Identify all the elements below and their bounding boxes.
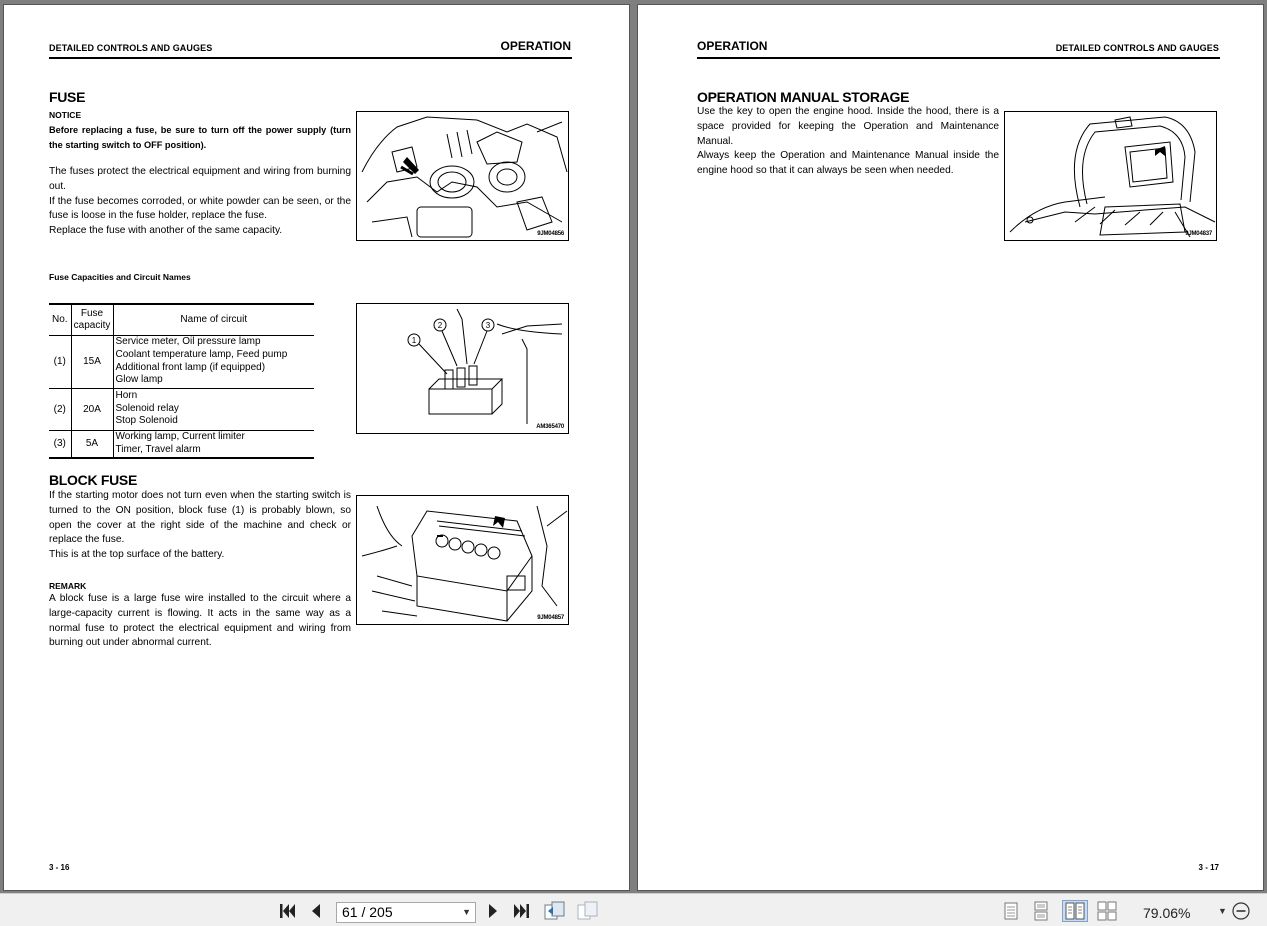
col-header-no: No.: [51, 313, 68, 325]
facing-pages-view-button[interactable]: [1062, 900, 1088, 922]
zoom-out-button[interactable]: [1230, 900, 1252, 922]
triangle-left-icon: [309, 902, 323, 920]
block-fuse-paragraph: If the starting motor does not turn even when the starting switch is turned to the ON position, block fuse (1) is probably blown, so open the cover at the right side of the machine and check or replace the fuse.: [49, 490, 351, 546]
page-left: [3, 4, 630, 891]
manual-storage-description: [697, 105, 999, 179]
page-number-right: 3 - 17: [1198, 863, 1219, 872]
triangle-right-icon: [486, 902, 500, 920]
circuit-name: Glow lamp: [115, 374, 163, 386]
skip-to-last-icon: [512, 902, 532, 920]
table-row: [49, 430, 314, 458]
fuse-location-figure: [356, 111, 569, 241]
page-right: [637, 4, 1264, 891]
previous-view-icon: [544, 901, 566, 921]
remark-text: A block fuse is a large fuse wire installed to the circuit where a large-capacity current is flowing. It acts in the same way as a normal fuse to protect the electrical equipment and wiring from burning out under abnormal current.: [49, 593, 351, 649]
fuse-paragraph: The fuses protect the electrical equipment and wiring from burning out.: [49, 166, 351, 192]
manual-storage-title: OPERATION MANUAL STORAGE: [697, 89, 910, 105]
single-page-icon: [1002, 901, 1020, 921]
circuit-name: Timer, Travel alarm: [115, 443, 201, 455]
engine-hood-illustration: [1005, 112, 1217, 241]
chevron-down-icon[interactable]: ▼: [1218, 906, 1227, 916]
notice-label: NOTICE: [49, 110, 82, 120]
facing-pages-icon: [1064, 901, 1086, 921]
block-fuse-figure: [356, 495, 569, 625]
page-indicator-text: 61 / 205: [342, 904, 393, 920]
page-number-selector[interactable]: [336, 902, 476, 923]
circuit-name: Solenoid relay: [115, 402, 179, 414]
header-left-text: DETAILED CONTROLS AND GAUGES: [49, 43, 213, 53]
skip-to-first-icon: [277, 902, 297, 920]
fuse-capacity-table: [49, 303, 314, 459]
viewer-toolbar: [0, 893, 1267, 926]
first-page-button[interactable]: [276, 900, 298, 922]
fuse-callout-label: 2: [437, 321, 443, 330]
go-forward-view-button[interactable]: [577, 900, 599, 922]
table-row: [49, 388, 314, 430]
block-fuse-title: BLOCK FUSE: [49, 472, 138, 488]
remark-label: REMARK: [49, 581, 87, 591]
header-right-text: OPERATION: [500, 39, 571, 53]
header-rule: [49, 57, 572, 59]
fuse-title: FUSE: [49, 89, 86, 105]
table-title: Fuse Capacities and Circuit Names: [49, 272, 191, 282]
manual-storage-figure: [1004, 111, 1217, 241]
figure-code-label: 9JM04857: [537, 615, 564, 621]
next-view-icon: [577, 901, 599, 921]
single-page-view-button[interactable]: [1000, 900, 1022, 922]
continuous-facing-icon: [1096, 901, 1118, 921]
fuse-box-figure: [356, 303, 569, 434]
zoom-level-selector[interactable]: 79.06%: [1143, 905, 1191, 921]
header-rule: [697, 57, 1220, 59]
notice-text: Before replacing a fuse, be sure to turn off the power supply (turn the starting switch to OFF position).: [49, 125, 351, 150]
circuit-name: Service meter, Oil pressure lamp: [115, 335, 261, 347]
table-row: [49, 335, 314, 388]
row-circuits: [113, 388, 314, 430]
circuit-name: Working lamp, Current limiter: [115, 430, 245, 442]
figure-code-label: 9JM04856: [537, 231, 564, 237]
col-header-circuit-name: Name of circuit: [113, 304, 314, 335]
table-header-row: [49, 304, 314, 335]
circuit-name: Additional front lamp (if equipped): [115, 361, 266, 373]
fuse-paragraph: Replace the fuse with another of the same capacity.: [49, 225, 283, 237]
block-fuse-paragraph: This is at the top surface of the battery.: [49, 549, 225, 561]
fuse-callout-label: 1: [411, 336, 417, 345]
figure-code-label: AM365470: [536, 424, 564, 430]
row-no: (1): [53, 356, 66, 367]
row-no: (3): [53, 438, 66, 450]
row-capacity: 20A: [71, 388, 113, 430]
header-left-text: OPERATION: [697, 39, 768, 53]
continuous-facing-view-button[interactable]: [1096, 900, 1118, 922]
page-number-left: 3 - 16: [49, 863, 70, 872]
next-page-button[interactable]: [482, 900, 504, 922]
manual-storage-paragraph: Use the key to open the engine hood. Inside the hood, there is a space provided for keeping the Operation and Maintenance Manual.: [697, 106, 999, 147]
engine-compartment-illustration: [357, 112, 569, 241]
figure-code-label: 9JM04837: [1185, 231, 1212, 237]
previous-page-button[interactable]: [305, 900, 327, 922]
row-no: (2): [53, 403, 66, 415]
row-circuits: [113, 335, 314, 388]
minus-circle-icon: [1231, 901, 1251, 921]
row-capacity: 15A: [71, 335, 113, 388]
circuit-name: Horn: [115, 389, 138, 401]
last-page-button[interactable]: [511, 900, 533, 922]
row-capacity: 5A: [71, 430, 113, 458]
fuse-callout-label: 3: [485, 321, 491, 330]
circuit-name: Coolant temperature lamp, Feed pump: [115, 348, 288, 360]
continuous-pages-icon: [1032, 901, 1050, 921]
header-right-text: DETAILED CONTROLS AND GAUGES: [1055, 43, 1219, 53]
circuit-name: Stop Solenoid: [115, 415, 178, 427]
go-back-view-button[interactable]: [544, 900, 566, 922]
manual-storage-paragraph: Always keep the Operation and Maintenance Manual inside the engine hood so that it can always be seen when needed.: [697, 150, 999, 177]
col-header-fuse-capacity: Fuse capacity: [71, 304, 113, 335]
fuse-description: [49, 165, 351, 239]
continuous-view-button[interactable]: [1030, 900, 1052, 922]
chevron-down-icon: ▼: [462, 907, 471, 917]
fuse-box-illustration: [357, 304, 569, 434]
block-fuse-description: [49, 489, 351, 563]
battery-block-fuse-illustration: [357, 496, 569, 625]
row-circuits: [113, 430, 314, 458]
fuse-paragraph: If the fuse becomes corroded, or white powder can be seen, or the fuse is loose in the fuse holder, replace the fuse.: [49, 195, 351, 222]
